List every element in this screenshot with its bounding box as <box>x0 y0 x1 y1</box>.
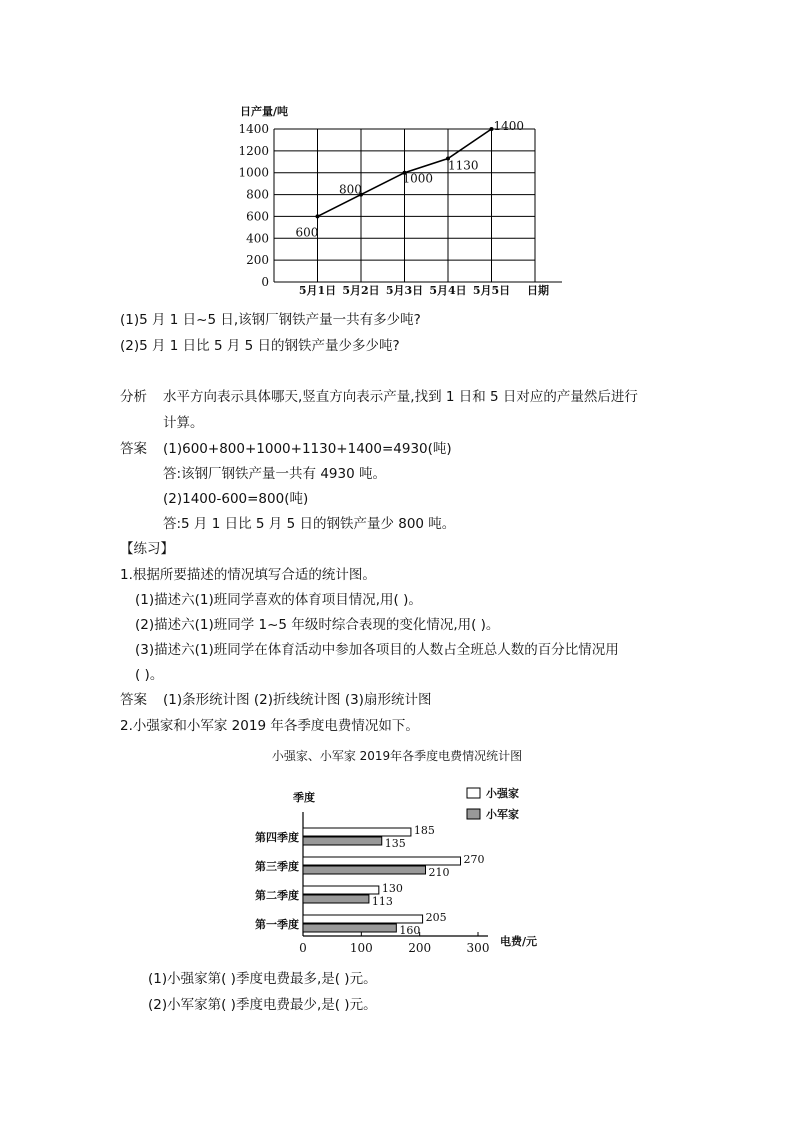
bar-chart-bar <box>303 866 426 874</box>
line-chart-point <box>316 214 320 218</box>
practice-question-2a: (1)小强家第( )季度电费最多,是( )元。 <box>148 971 377 987</box>
question-2: (2)5 月 1 日比 5 月 5 日的钢铁产量少多少吨? <box>120 338 400 354</box>
bar-chart-data-label: 135 <box>384 837 406 850</box>
practice-question-1a: (1)描述六(1)班同学喜欢的体育项目情况,用( )。 <box>135 592 422 608</box>
bar-chart-bar <box>303 924 396 932</box>
practice-question-1c: (3)描述六(1)班同学在体育活动中参加各项目的人数占全班总人数的百分比情况用 <box>135 642 619 658</box>
practice-header: 【练习】 <box>120 541 174 557</box>
bar-chart-title: 小强家、小军家 2019年各季度电费情况统计图 <box>271 749 523 763</box>
bar-chart-legend <box>467 786 519 821</box>
bar-chart-ylabel: 季度 <box>293 791 315 804</box>
bar-chart <box>0 770 794 970</box>
bar-chart-category-label: 第一季度 <box>255 918 299 931</box>
bar-chart-bar <box>303 828 411 836</box>
bar-chart-data-label: 160 <box>399 924 421 937</box>
bar-chart-categories <box>255 830 299 931</box>
analysis-label: 分析 <box>120 389 147 405</box>
line-chart-xlabel: 日期 <box>527 284 549 297</box>
bar-chart-bar <box>303 915 423 923</box>
line-chart-y-tick-label: 400 <box>246 231 269 246</box>
line-chart-data-label: 1000 <box>402 171 434 186</box>
line-chart-y-ticks <box>238 122 269 289</box>
answer2-label: 答案 <box>120 692 147 708</box>
bar-chart-legend-label: 小军家 <box>486 808 519 821</box>
answer-line-2: 答:该钢厂钢铁产量一共有 4930 吨。 <box>163 466 386 482</box>
line-chart-y-tick-label: 1000 <box>238 165 269 180</box>
line-chart-x-tick-label: 5月3日 <box>385 284 424 297</box>
answer-line-3: (2)1400-600=800(吨) <box>163 491 309 507</box>
line-chart-data-label: 800 <box>339 182 362 197</box>
bar-chart-data-label: 130 <box>381 882 403 895</box>
bar-chart-legend-swatch <box>467 809 480 819</box>
bar-chart-data-label: 205 <box>425 911 447 924</box>
practice-question-1d: ( )。 <box>135 667 164 683</box>
bar-chart-data-label: 185 <box>413 824 435 837</box>
line-chart-y-tick-label: 0 <box>261 275 269 289</box>
line-chart-data-label: 1400 <box>493 119 525 133</box>
bar-chart-bar <box>303 837 382 845</box>
answer-label: 答案 <box>120 441 147 457</box>
bar-chart-data-label: 113 <box>371 895 393 908</box>
bar-chart-data-label: 210 <box>428 866 450 879</box>
practice-question-1b: (2)描述六(1)班同学 1~5 年级时综合表现的变化情况,用( )。 <box>135 617 500 633</box>
answer2-line: (1)条形统计图 (2)折线统计图 (3)扇形统计图 <box>163 692 432 708</box>
analysis-line-2: 计算。 <box>163 415 204 431</box>
bar-chart-x-tick-label: 100 <box>349 941 373 955</box>
bar-chart-category-label: 第三季度 <box>255 860 299 873</box>
bar-chart-x-tick-label: 0 <box>299 941 307 955</box>
line-chart-x-tick-label: 5月2日 <box>342 284 380 297</box>
line-chart-x-tick-label: 5月5日 <box>472 284 511 297</box>
question-1: (1)5 月 1 日~5 日,该钢厂钢铁产量一共有多少吨? <box>120 312 421 328</box>
bar-chart-bar <box>303 886 379 894</box>
line-chart-data-labels <box>296 119 525 239</box>
bar-chart-legend-swatch <box>467 788 480 798</box>
line-chart-grid <box>274 129 562 282</box>
line-chart-ylabel: 日产量/吨 <box>240 105 289 118</box>
bar-chart-xlabel: 电费/元 <box>500 935 538 948</box>
line-chart-y-tick-label: 200 <box>246 253 269 268</box>
bar-chart-x-tick-label: 300 <box>466 941 490 955</box>
bar-chart-category-label: 第二季度 <box>255 889 299 902</box>
line-chart-y-tick-label: 1400 <box>238 122 269 136</box>
analysis-line-1: 水平方向表示具体哪天,竖直方向表示产量,找到 1 日和 5 日对应的产量然后进行 <box>163 389 638 405</box>
answer-line-4: 答:5 月 1 日比 5 月 5 日的钢铁产量少 800 吨。 <box>163 516 456 532</box>
line-chart-x-ticks <box>299 284 510 297</box>
practice-question-2b: (2)小军家第( )季度电费最少,是( )元。 <box>148 997 377 1013</box>
practice-question-1: 1.根据所要描述的情况填写合适的统计图。 <box>120 567 376 583</box>
line-chart <box>0 0 794 310</box>
line-chart-data-label: 600 <box>295 225 319 240</box>
bar-chart-data-label: 270 <box>463 853 485 866</box>
line-chart-y-tick-label: 600 <box>246 209 269 224</box>
line-chart-y-tick-label: 800 <box>246 187 269 202</box>
bar-chart-category-label: 第四季度 <box>255 831 299 844</box>
practice-question-2: 2.小强家和小军家 2019 年各季度电费情况如下。 <box>120 718 419 734</box>
bar-chart-bar <box>303 895 369 903</box>
line-chart-x-tick-label: 5月4日 <box>429 284 467 297</box>
bar-chart-x-tick-label: 200 <box>408 941 432 955</box>
bar-chart-legend-label: 小强家 <box>486 787 519 800</box>
answer-line-1: (1)600+800+1000+1130+1400=4930(吨) <box>163 441 452 457</box>
bar-chart-bars <box>303 824 485 937</box>
bar-chart-bar <box>303 857 461 865</box>
line-chart-x-tick-label: 5月1日 <box>298 284 337 297</box>
line-chart-data-label: 1130 <box>448 158 479 173</box>
line-chart-y-tick-label: 1200 <box>238 143 269 158</box>
